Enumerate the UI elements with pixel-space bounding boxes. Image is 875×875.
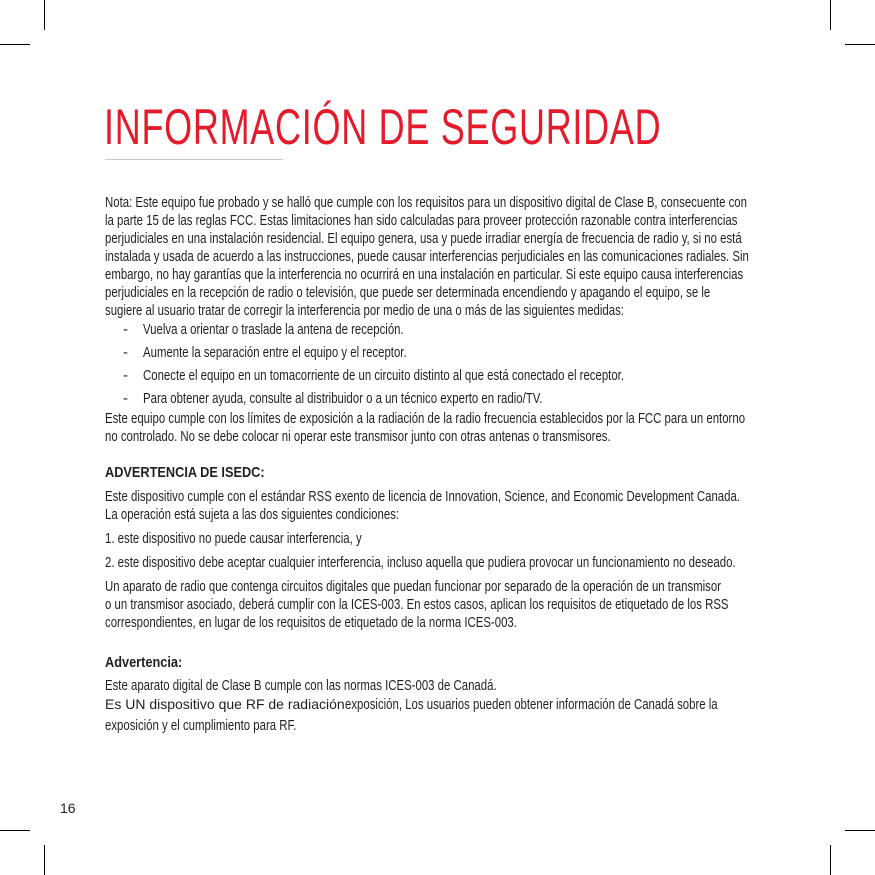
isedc-section	[105, 464, 865, 632]
text-line: correspondientes, en lugar de los requisitos de etiquetado de la norma ICES-003.	[105, 614, 517, 631]
title-divider	[105, 159, 283, 160]
bullet-dash: -	[123, 344, 128, 361]
page-number: 16	[60, 800, 76, 816]
crop-mark	[830, 0, 831, 30]
section-heading: ADVERTENCIA DE ISEDC:	[105, 464, 265, 481]
text-line: perjudiciales en una instalación residencial. El equipo genera, usa y puede irradiar energía de frecuencia de radio y, si no está	[105, 230, 742, 247]
crop-mark	[0, 830, 30, 831]
bullet-dash: -	[123, 367, 128, 384]
list-item	[105, 318, 865, 341]
page-title: INFORMACIÓN DE SEGURIDAD	[104, 99, 662, 155]
crop-mark	[0, 44, 30, 45]
measures-list	[105, 318, 865, 410]
list-item	[105, 341, 865, 364]
text-line: Este equipo cumple con los límites de exposición a la radiación de la radio frecuencia establecidos por la FCC para un entorno	[105, 410, 746, 427]
list-item-text: Conecte el equipo en un tomacorriente de un circuito distinto al que está conectado el receptor.	[143, 367, 625, 384]
list-item-text: Vuelva a orientar o traslade la antena de recepción.	[143, 321, 404, 338]
crop-mark	[44, 0, 45, 30]
crop-mark	[830, 845, 831, 875]
text-fragment: Es UN dispositivo que RF de radiación	[105, 696, 345, 712]
crop-mark	[845, 830, 875, 831]
text-line: instalada y usada de acuerdo a las instrucciones, puede causar interferencias perjudiciales en las comunicaciones radiales. Sin	[105, 248, 749, 265]
text-line: sugiere al usuario tratar de corregir la interferencia por medio de una o más de las siguientes medidas:	[105, 302, 624, 319]
text-line: exposición y el cumplimiento para RF.	[105, 717, 297, 734]
condition-item: 2. este dispositivo debe aceptar cualquier interferencia, incluso aquella que pudiera provocar un funcionamiento no deseado.	[105, 554, 736, 571]
text-line: o un transmisor asociado, deberá cumplir con la ICES-003. En estos casos, aplican los requisitos de etiquetado de los RSS	[105, 596, 729, 613]
text-line: no controlado. No se debe colocar ni operar este transmisor junto con otras antenas o transmisores.	[105, 428, 611, 445]
advertencia-section	[105, 654, 865, 735]
text-line: Este dispositivo cumple con el estándar RSS exento de licencia de Innovation, Science, and Economic Development Canada.	[105, 488, 740, 505]
text-line: la parte 15 de las reglas FCC. Estas limitaciones han sido calculadas para proveer protección razonable contra interferencias	[105, 212, 738, 229]
text-line: La operación está sujeta a las dos siguientes condiciones:	[105, 506, 400, 523]
list-item-text: Aumente la separación entre el equipo y el receptor.	[143, 344, 407, 361]
crop-mark	[845, 44, 875, 45]
section-heading: Advertencia:	[105, 654, 183, 671]
list-item-text: Para obtener ayuda, consulte al distribuidor o a un técnico experto en radio/TV.	[143, 390, 543, 407]
exposure-paragraph	[105, 410, 865, 446]
condition-item: 1. este dispositivo no puede causar interferencia, y	[105, 530, 362, 547]
list-item	[105, 364, 865, 387]
list-item	[105, 387, 865, 410]
text-fragment: exposición, Los usuarios pueden obtener información de Canadá sobre la	[344, 696, 718, 713]
bullet-dash: -	[123, 390, 128, 407]
text-line: perjudiciales en la recepción de radio o televisión, que puede ser determinada encendiendo y apagando el equipo, se le	[105, 284, 711, 301]
text-line	[105, 695, 865, 717]
crop-mark	[44, 845, 45, 875]
text-line: Nota: Este equipo fue probado y se halló que cumple con los requisitos para un dispositivo digital de Clase B, consecuente con	[105, 194, 747, 211]
text-line: embargo, no hay garantías que la interferencia no ocurrirá en una instalación en particular. Si este equipo causa interferencias	[105, 266, 744, 283]
bullet-dash: -	[123, 321, 128, 338]
fcc-note	[105, 194, 865, 320]
text-line: Este aparato digital de Clase B cumple con las normas ICES-003 de Canadá.	[105, 677, 497, 694]
text-line: Un aparato de radio que contenga circuitos digitales que puedan funcionar por separado de la operación de un transmisor	[105, 578, 722, 595]
